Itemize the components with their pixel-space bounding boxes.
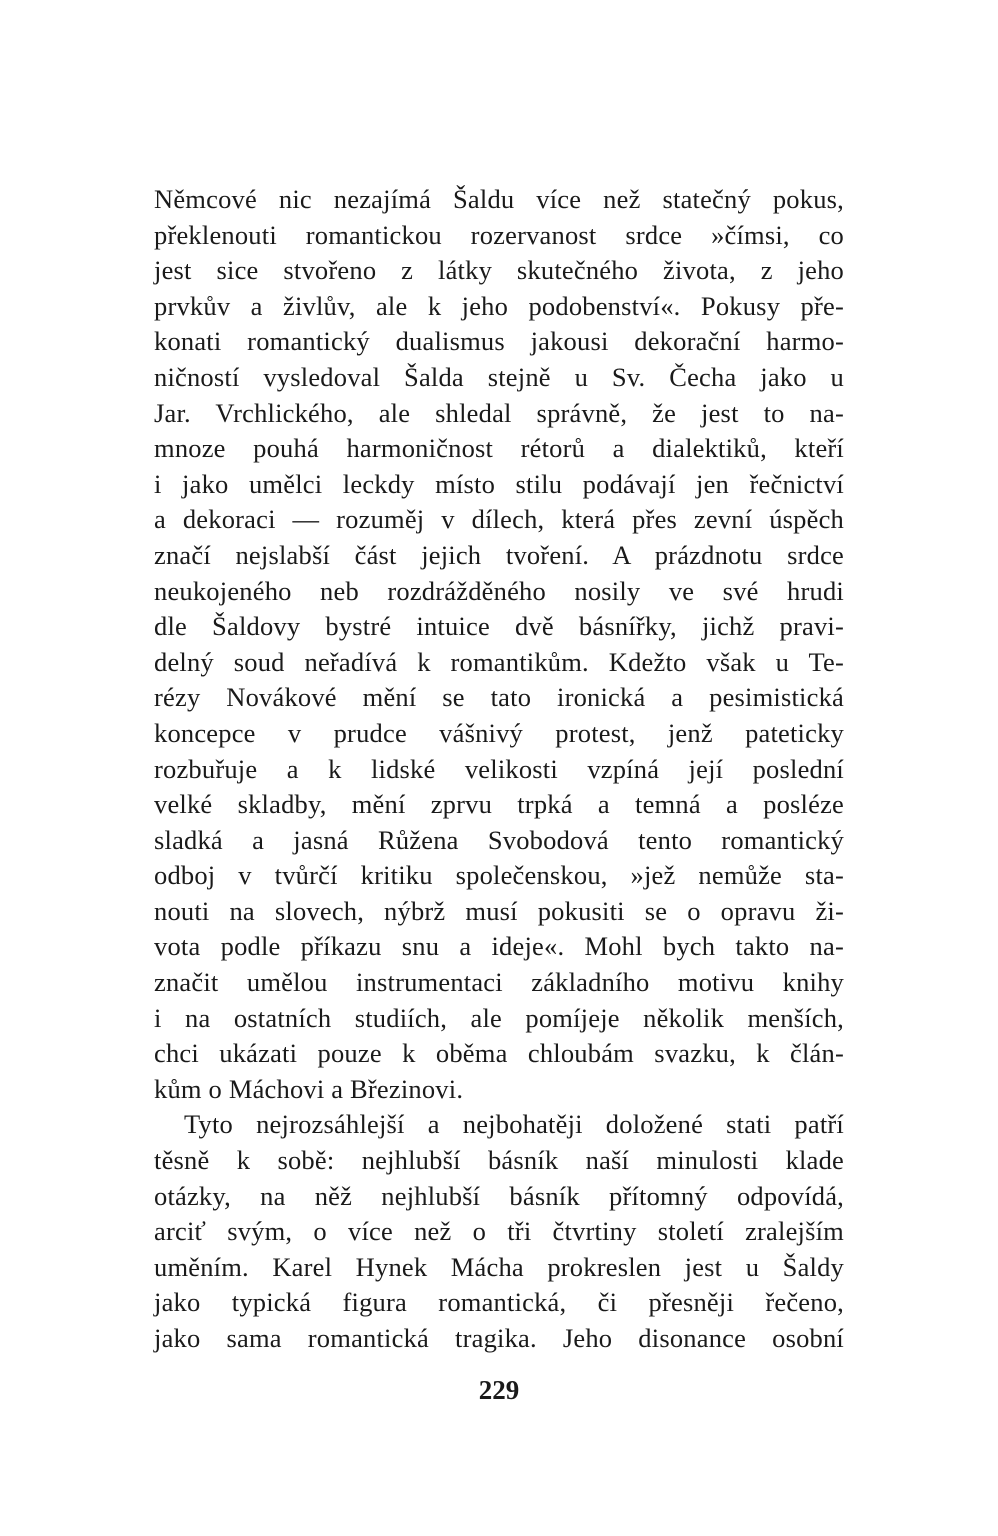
text-line: i jako umělci leckdy místo stilu podávají jen řečnictví [154, 468, 844, 499]
text-line: ničností vysledoval Šalda stejně u Sv. Čecha jako u [154, 361, 844, 392]
text-line: rozbuřuje a k lidské velikosti vzpíná její poslední [154, 753, 844, 784]
text-line: arciť svým, o více než o tři čtvrtiny století zralejším [154, 1216, 844, 1247]
text-line: koncepce v prudce vášnivý protest, jenž pateticky [154, 717, 844, 748]
text-line: chci ukázati pouze k oběma chloubám svazku, k člán- [154, 1038, 844, 1069]
text-line: otázky, na něž nejhlubší básník přítomný odpovídá, [154, 1180, 844, 1211]
text-line: neukojeného neb rozdrážděného nosily ve své hrudi [154, 575, 844, 606]
text-line: jako sama romantická tragika. Jeho disonance osobní [154, 1323, 844, 1353]
text-line: dle Šaldovy bystré intuice dvě básnířky, jichž pravi- [154, 611, 844, 642]
text-line: Tyto nejrozsáhlejší a nejbohatěji doložené stati patří [184, 1109, 844, 1140]
text-line: jest sice stvořeno z látky skutečného života, z jeho [154, 255, 844, 286]
text-line: jako typická figura romantická, či přesněji řečeno, [154, 1287, 844, 1318]
text-line: delný soud neřadívá k romantikům. Kdežto však u Te- [154, 646, 844, 677]
text-line: uměním. Karel Hynek Mácha prokreslen jest u Šaldy [154, 1251, 844, 1282]
text-line: překlenouti romantickou rozervanost srdce »čímsi, co [154, 219, 844, 250]
paragraph [154, 182, 844, 1107]
text-line: prvkův a živlův, ale k jeho podobenství«. Pokusy pře- [154, 290, 844, 321]
text-line: Jar. Vrchlického, ale shledal správně, že jest to na- [154, 397, 844, 428]
text-line: i na ostatních studiích, ale pomíjeje několik menších, [154, 1002, 844, 1033]
text-line: Němcové nic nezajímá Šaldu více než statečný pokus, [154, 184, 844, 214]
text-line: těsně k sobě: nejhlubší básník naší minulosti klade [154, 1145, 844, 1176]
text-line: velké skladby, mění zprvu trpká a temná a posléze [154, 789, 844, 820]
page-number: 229 [478, 1375, 520, 1405]
text-line: mnoze pouhá harmoničnost rétorů a dialektiků, kteří [154, 433, 844, 464]
body-text [154, 182, 844, 1357]
text-line: odboj v tvůrčí kritiku společenskou, »jež nemůže sta- [154, 860, 844, 891]
text-line: značit umělou instrumentaci základního motivu knihy [154, 967, 844, 998]
text-line: kům o Máchovi a Březinovi. [154, 1073, 464, 1104]
text-line: značí nejslabší část jejich tvoření. A prázdnotu srdce [154, 539, 844, 570]
text-line: nouti na slovech, nýbrž musí pokusiti se o opravu ži- [154, 895, 844, 926]
text-line: sladká a jasná Růžena Svobodová tento romantický [154, 824, 844, 855]
text-line: rézy Novákové mění se tato ironická a pesimistická [154, 682, 844, 713]
text-line: a dekoraci — rozuměj v dílech, která přes zevní úspěch [154, 504, 844, 535]
text-line: konati romantický dualismus jakousi dekorační harmo- [154, 326, 844, 357]
text-line: vota podle příkazu snu a ideje«. Mohl bych takto na- [154, 931, 844, 962]
paragraph [154, 1107, 844, 1356]
